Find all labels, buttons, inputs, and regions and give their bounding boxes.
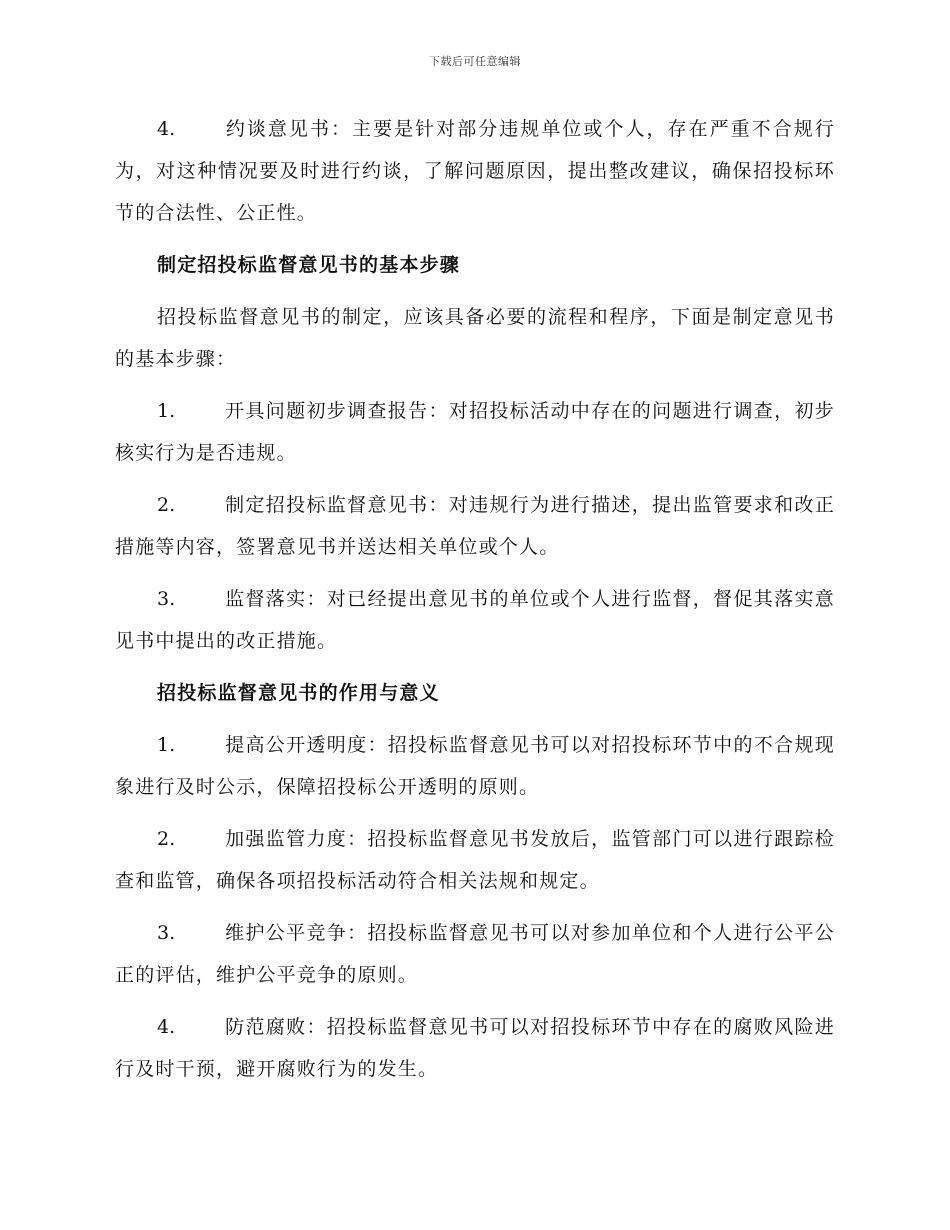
list-item [115,484,835,568]
list-item [115,1006,835,1090]
list-number: 3. [157,922,176,944]
list-item [115,724,835,808]
list-number: 3. [157,588,176,610]
list-item [115,578,835,662]
list-number: 2. [157,828,176,850]
document-body [115,108,835,1100]
list-text: 防范腐败：招投标监督意见书可以对招投标环节中存在的腐败风险进行及时干预，避开腐败行为的发生。 [115,1016,835,1080]
list-number: 4. [157,1016,176,1038]
list-item [115,390,835,474]
list-number: 1. [157,734,176,756]
list-text: 约谈意见书：主要是针对部分违规单位或个人，存在严重不合规行为，对这种情况要及时进行约谈，了解问题原因，提出整改建议，确保招投标环节的合法性、公正性。 [115,118,835,224]
list-text: 开具问题初步调查报告：对招投标活动中存在的问题进行调查，初步核实行为是否违规。 [115,400,835,464]
list-text: 提高公开透明度：招投标监督意见书可以对招投标环节中的不合规现象进行及时公示，保障招投标公开透明的原则。 [115,734,835,798]
list-number: 1. [157,400,176,422]
list-text: 监督落实：对已经提出意见书的单位或个人进行监督，督促其落实意见书中提出的改正措施。 [115,588,835,652]
list-item [115,912,835,996]
list-text: 加强监管力度：招投标监督意见书发放后，监管部门可以进行跟踪检查和监管，确保各项招投标活动符合相关法规和规定。 [115,828,835,892]
paragraph: 招投标监督意见书的制定，应该具备必要的流程和程序，下面是制定意见书的基本步骤： [115,306,835,370]
list-number: 2. [157,494,176,516]
section-heading: 制定招投标监督意见书的基本步骤 [157,254,461,276]
list-text: 制定招投标监督意见书：对违规行为进行描述，提出监管要求和改正措施等内容，签署意见书并送达相关单位或个人。 [115,494,835,558]
list-item [115,108,835,234]
list-text: 维护公平竞争：招投标监督意见书可以对参加单位和个人进行公平公正的评估，维护公平竞争的原则。 [115,922,835,986]
page-header: 下载后可任意编辑 [429,55,521,68]
list-number: 4. [157,118,176,140]
section-heading: 招投标监督意见书的作用与意义 [157,682,440,704]
list-item [115,818,835,902]
